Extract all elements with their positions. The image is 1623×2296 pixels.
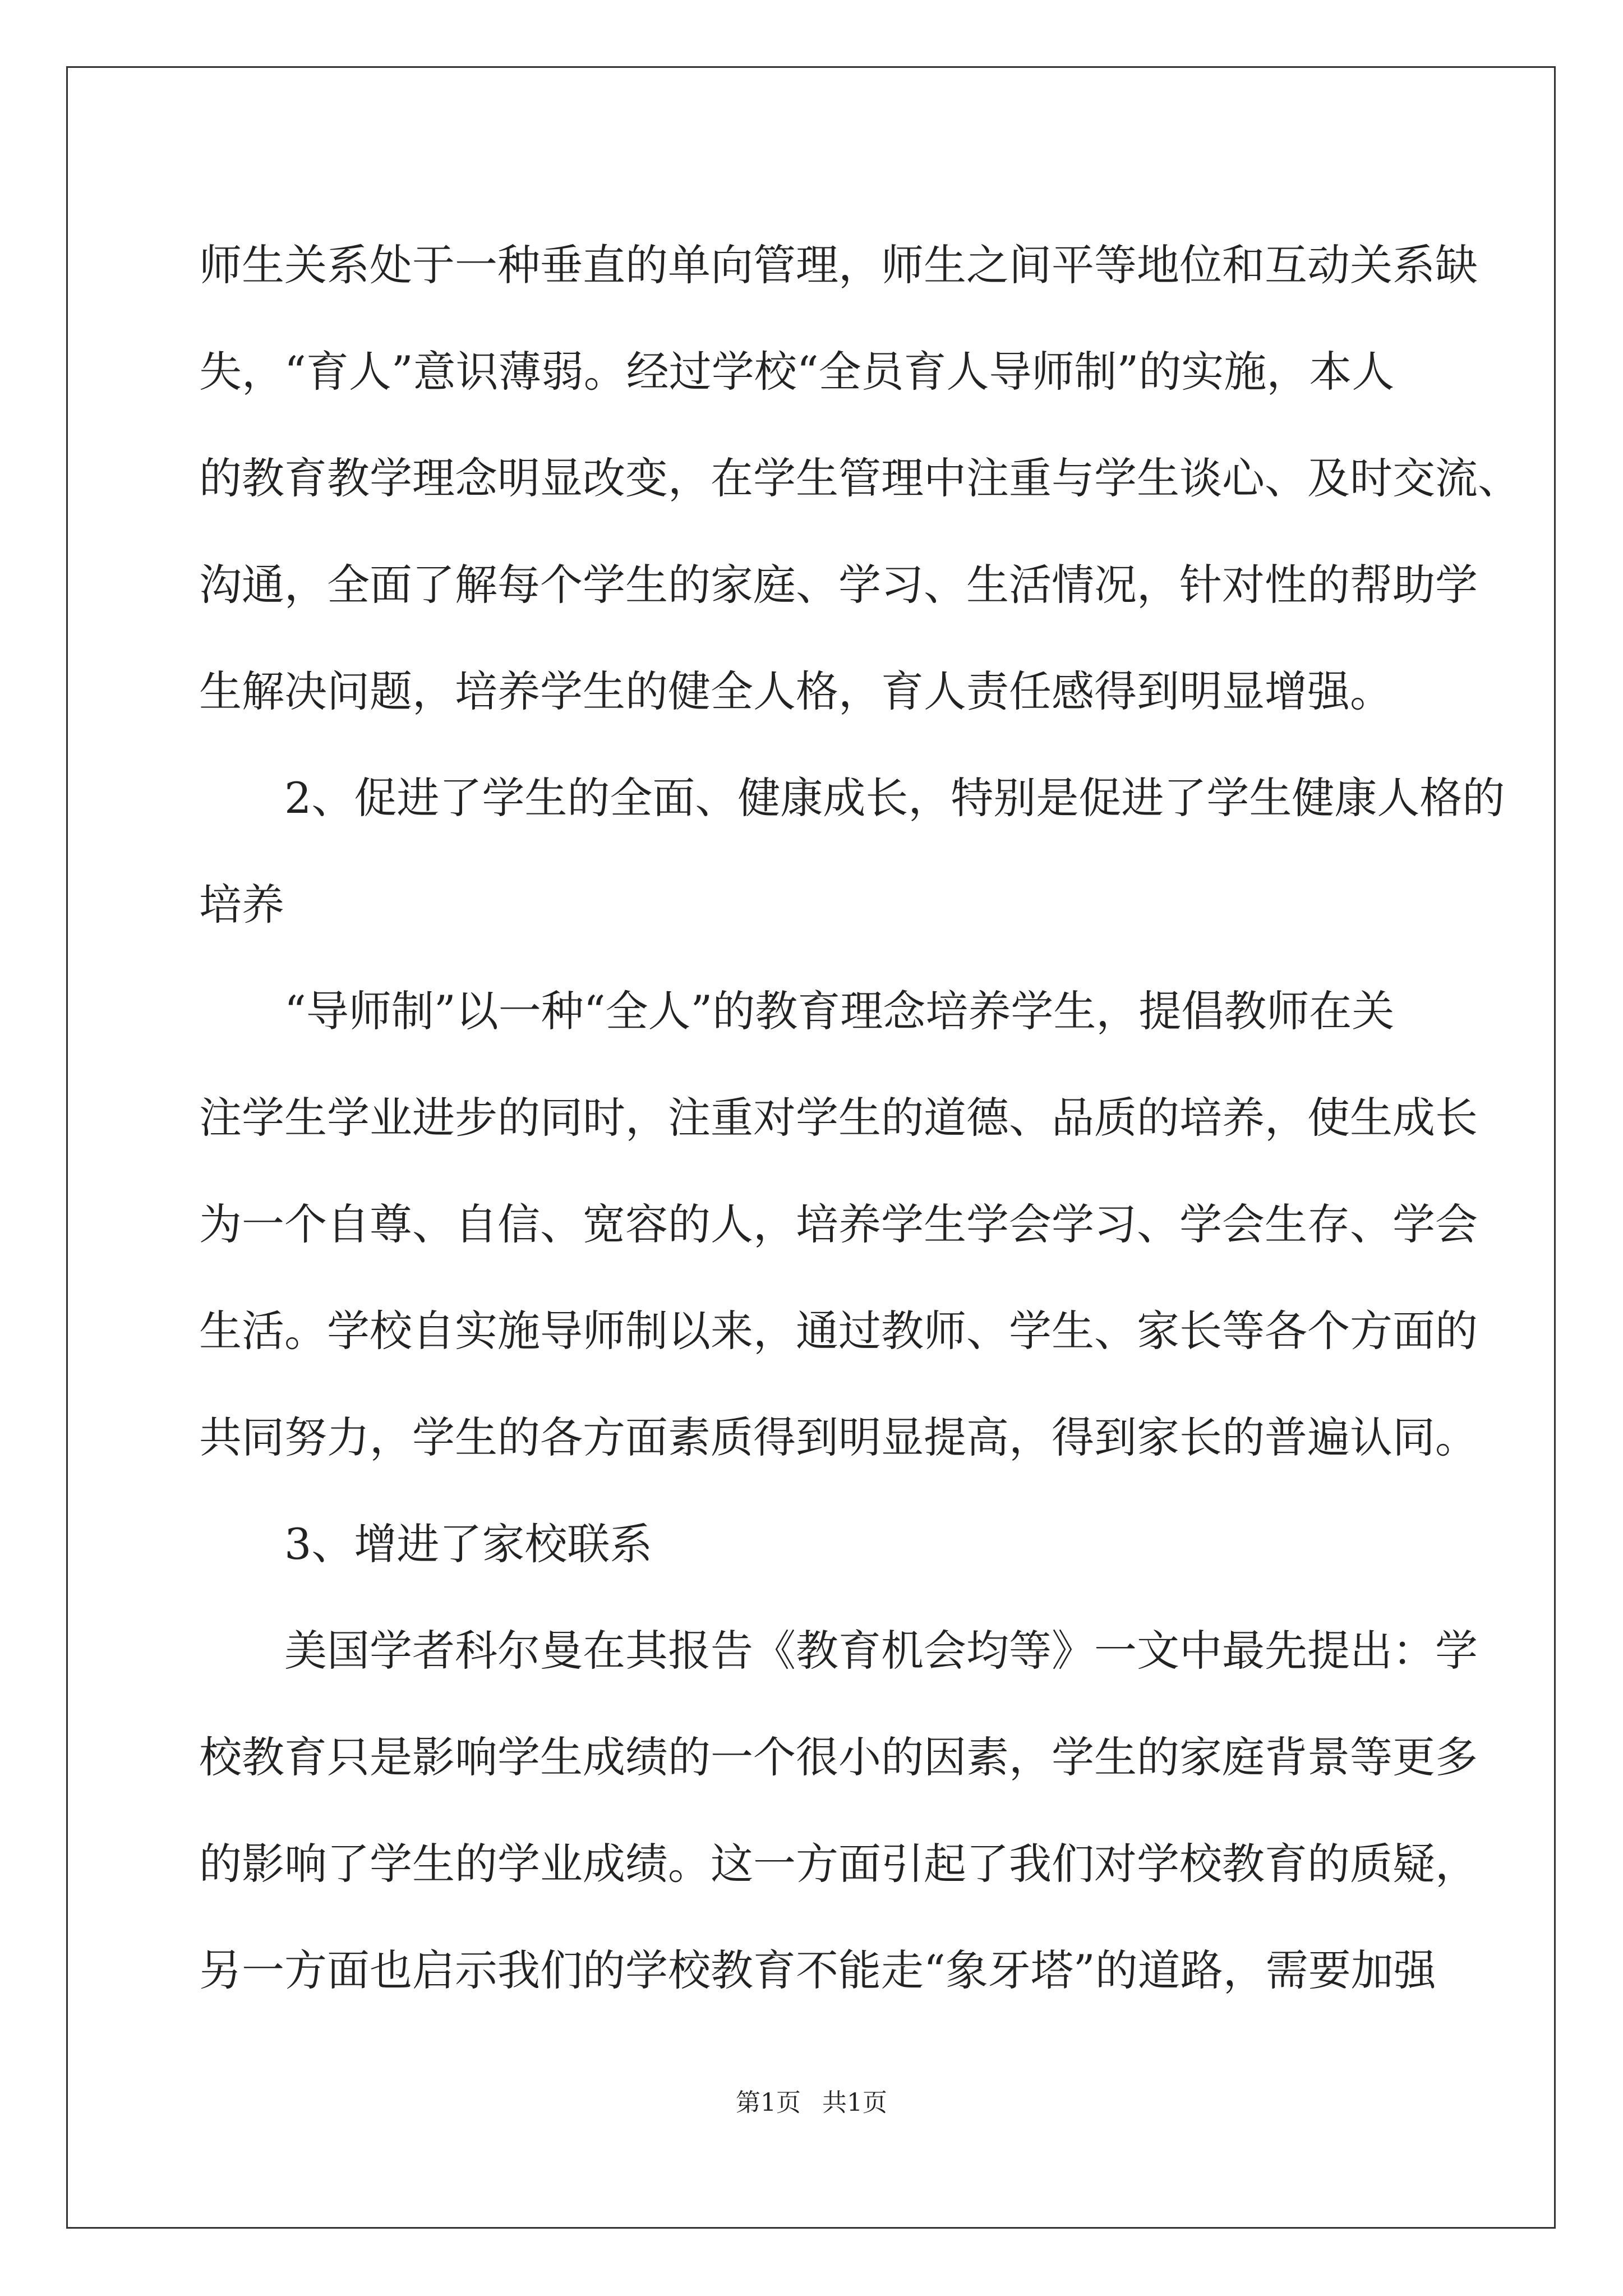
page-footer (0, 2082, 1623, 2118)
text-line: 生活。学校自实施导师制以来，通过教师、学生、家长等各个方面的 (199, 1306, 1478, 1356)
paragraph-start: 美国学者科尔曼在其报告《教育机会均等》一文中最先提出：学 (284, 1626, 1478, 1676)
text-line: 师生关系处于一种垂直的单向管理，师生之间平等地位和互动关系缺 (199, 240, 1478, 290)
text-line: 为一个自尊、自信、宽容的人，培养学生学会学习、学会生存、学会 (199, 1199, 1478, 1249)
section-heading: 3、增进了家校联系 (284, 1519, 653, 1569)
text-line: 校教育只是影响学生成绩的一个很小的因素，学生的家庭背景等更多 (199, 1732, 1478, 1782)
text-line: 注学生学业进步的同时，注重对学生的道德、品质的培养，使生成长 (199, 1093, 1478, 1143)
document-body (199, 212, 1520, 2024)
section-heading: 2、促进了学生的全面、健康成长，特别是促进了学生健康人格的 (284, 773, 1505, 823)
text-line: 另一方面也启示我们的学校教育不能走“象牙塔”的道路，需要加强 (199, 1945, 1436, 1995)
page-number: 第1页 (736, 2088, 801, 2117)
page-total: 共1页 (822, 2088, 887, 2117)
text-line: 失，“育人”意识薄弱。经过学校“全员育人导师制”的实施，本人 (199, 347, 1395, 397)
text-line: 的教育教学理念明显改变，在学生管理中注重与学生谈心、及时交流、 (199, 453, 1520, 503)
paragraph-start: “导师制”以一种“全人”的教育理念培养学生，提倡教师在关 (284, 986, 1395, 1036)
text-line: 的影响了学生的学业成绩。这一方面引起了我们对学校教育的质疑， (199, 1839, 1478, 1889)
text-line: 生解决问题，培养学生的健全人格，育人责任感得到明显增强。 (199, 666, 1393, 716)
text-line: 沟通，全面了解每个学生的家庭、学习、生活情况，针对性的帮助学 (199, 560, 1478, 610)
text-line: 培养 (199, 880, 284, 930)
text-line: 共同努力，学生的各方面素质得到明显提高，得到家长的普遍认同。 (199, 1412, 1478, 1462)
